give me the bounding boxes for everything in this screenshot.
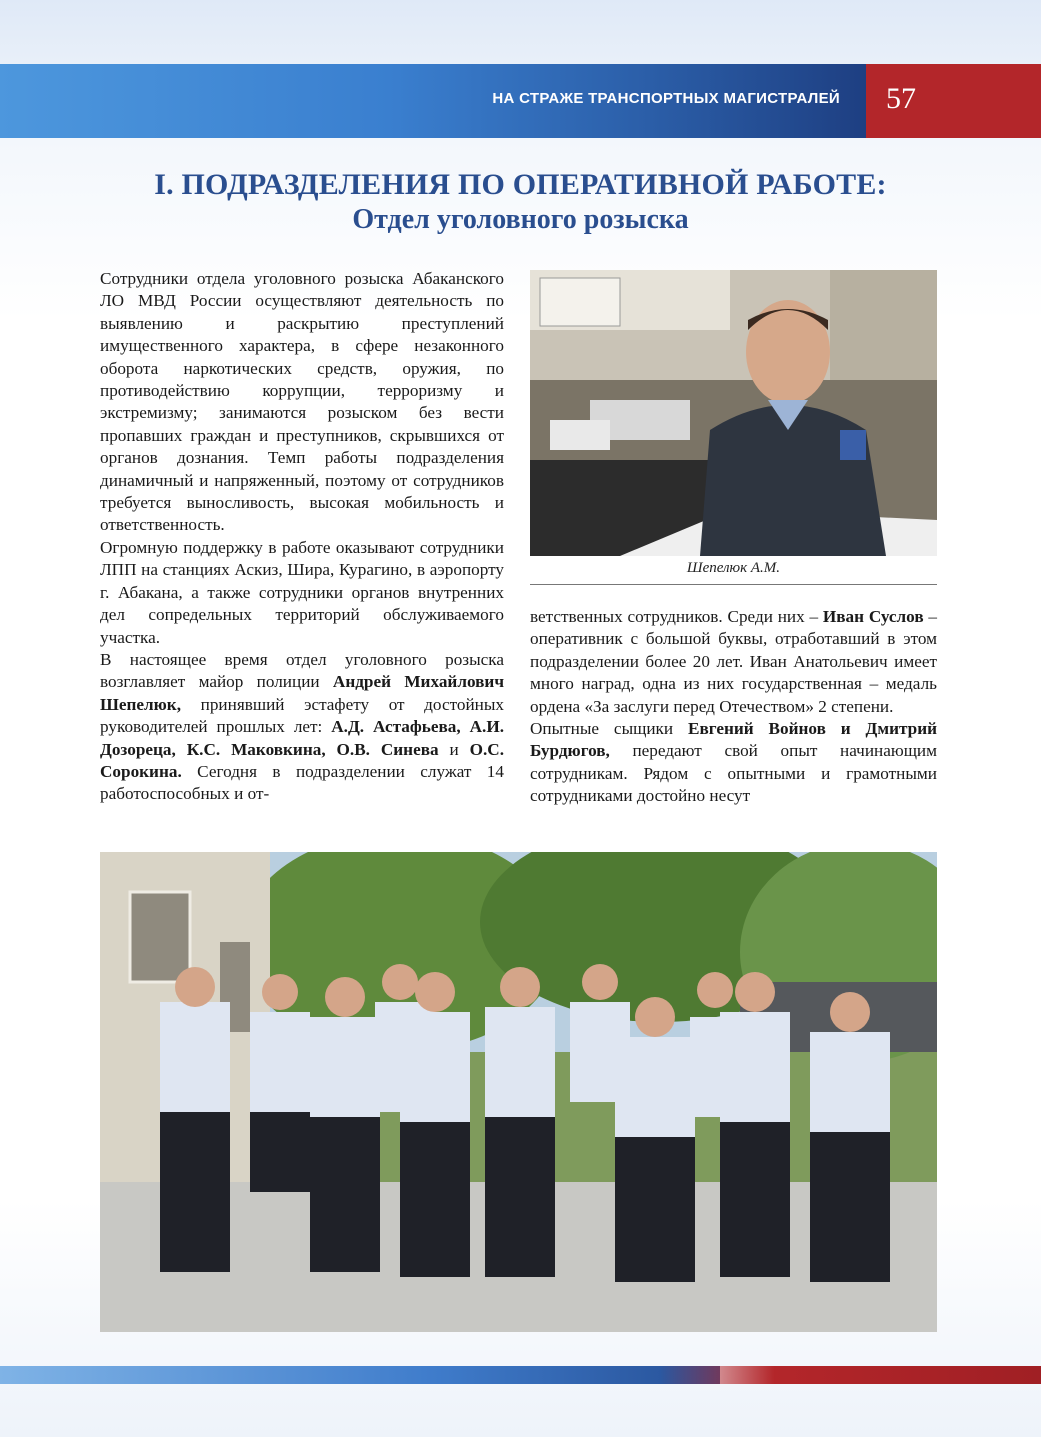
- paragraph-support: Огромную поддержку в работе оказывают сотрудники ЛПП на станциях Аскиз, Шира, Курагино, в аэропорту г. Абакана, а также сотрудники органов внутренних дел сопредельных территорий обслуживаемого участка.: [100, 537, 504, 647]
- page-number-box: [866, 64, 1041, 138]
- name-suslov: Иван Суслов: [822, 607, 924, 626]
- names-detectives: Евгений Войнов и Дмитрий Бурдюгов,: [530, 719, 938, 761]
- article-title: [0, 168, 1041, 236]
- footer-stripe-red: [660, 1366, 1041, 1384]
- portrait-caption: Шепелюк А.М.: [686, 560, 781, 576]
- caption-divider: [530, 584, 937, 585]
- group-photo: [100, 852, 937, 1332]
- portrait-photo: [530, 270, 937, 556]
- header-band: [0, 64, 866, 138]
- paragraph-detectives: Опытные сыщики Евгений Войнов и Дмитрий Бурдюгов, передают свой опыт начинающим сотрудникам. Рядом с опытными и грамотными сотрудниками достойно несут: [530, 719, 938, 806]
- footer-stripe-blue: [0, 1366, 720, 1384]
- right-column: [530, 606, 937, 808]
- section-title: НА СТРАЖЕ ТРАНСПОРТНЫХ МАГИСТРАЛЕЙ: [492, 90, 840, 107]
- name-shepeluk: Андрей Михайлович Шепелюк,: [100, 672, 505, 714]
- page-number: 57: [886, 82, 916, 115]
- left-column: [100, 268, 504, 806]
- paragraph-leadership: В настоящее время отдел уголовного розыска возглавляет майор полиции Андрей Михайлович Шепелюк, принявший эстафету от достойных руководителей прошлых лет: А.Д. Астафьева, А.И. Дозореца, К.С. Маковкина, О.В. Синева и О.С. Сорокина. Сегодня в подразделении служат 14 работоспособных и от-: [100, 649, 505, 804]
- names-predecessors: А.Д. Астафьева, А.И. Дозореца, К.С. Маковкина, О.В. Синева: [100, 717, 504, 759]
- title-main: I. ПОДРАЗДЕЛЕНИЯ ПО ОПЕРАТИВНОЙ РАБОТЕ:: [154, 168, 887, 201]
- paragraph-intro: Сотрудники отдела уголовного розыска Абаканского ЛО МВД России осуществляют деятельность по выявлению и раскрытию преступлений имущественного характера, в сфере незаконного оборота наркотических средств, оружия, по противодействию коррупции, терроризму и экстремизму; занимаются розыском без вести пропавших граждан и преступников, скрывшихся от органов дознания. Темп работы подразделения динамичный и напряженный, поэтому от сотрудников требуется выносливость, высокая мобильность и ответственность.: [100, 269, 504, 535]
- paragraph-suslov: ветственных сотрудников. Среди них – Иван Суслов – оперативник с большой буквы, отработавший в этом подразделении более 20 лет. Иван Анатольевич имеет много наград, одна из них государственная – медаль ордена «За заслуги перед Отечеством» 2 степени.: [530, 607, 938, 716]
- name-sorokin: О.С. Сорокина.: [100, 739, 504, 781]
- title-sub: Отдел уголовного розыска: [352, 204, 689, 235]
